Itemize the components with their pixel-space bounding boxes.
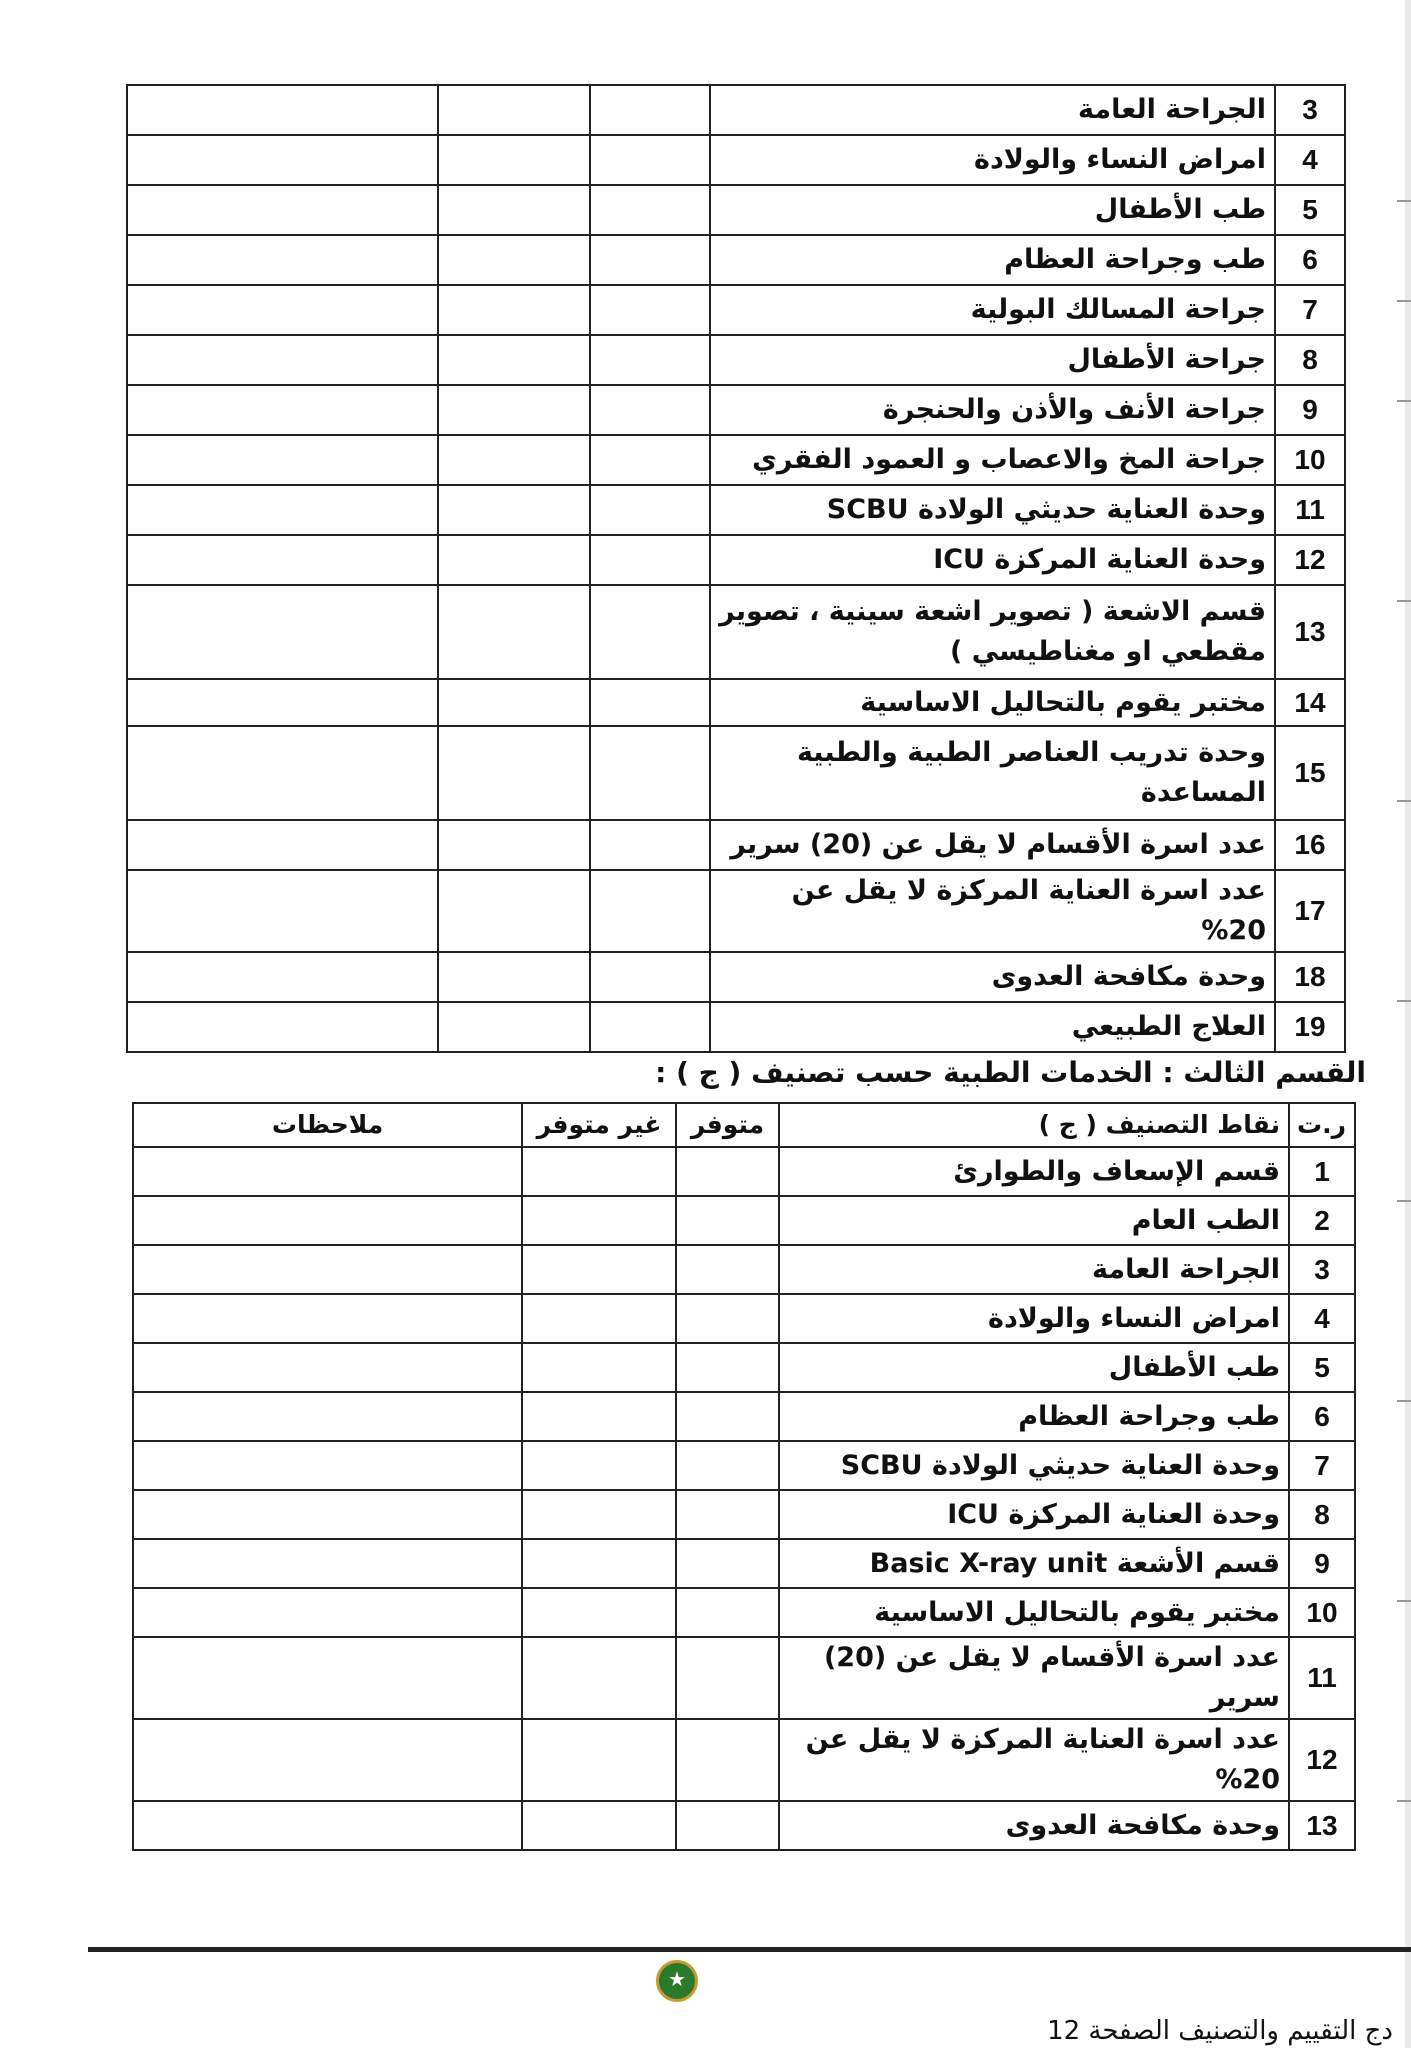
not-available-cell[interactable] (438, 952, 590, 1002)
not-available-cell[interactable] (438, 285, 590, 335)
row-criteria: طب الأطفال (710, 185, 1275, 235)
table-row (133, 1343, 1355, 1392)
row-criteria: عدد اسرة الأقسام لا يقل عن (20) سرير (779, 1637, 1289, 1719)
available-cell[interactable] (590, 679, 710, 726)
margin-tick (1397, 200, 1411, 202)
section-3-table (132, 1102, 1356, 1851)
not-available-cell[interactable] (438, 1002, 590, 1052)
row-number: 4 (1289, 1294, 1355, 1343)
row-criteria: قسم الإسعاف والطوارئ (779, 1147, 1289, 1196)
row-number: 12 (1289, 1719, 1355, 1801)
table-row (133, 1294, 1355, 1343)
available-cell[interactable] (590, 726, 710, 820)
notes-cell[interactable] (127, 870, 438, 952)
notes-cell[interactable] (133, 1147, 522, 1196)
available-cell[interactable] (590, 585, 710, 679)
available-cell[interactable] (676, 1441, 779, 1490)
footer-page-label: دج التقييم والتصنيف الصفحة 12 (1047, 2016, 1393, 2046)
row-criteria: الجراحة العامة (710, 85, 1275, 135)
table-row (127, 726, 1345, 820)
table-row (133, 1147, 1355, 1196)
row-criteria: امراض النساء والولادة (779, 1294, 1289, 1343)
not-available-cell[interactable] (438, 679, 590, 726)
notes-cell[interactable] (127, 485, 438, 535)
row-criteria: وحدة العناية المركزة ICU (779, 1490, 1289, 1539)
row-number: 15 (1275, 726, 1345, 820)
margin-tick (1397, 800, 1411, 802)
notes-cell[interactable] (127, 585, 438, 679)
notes-cell[interactable] (127, 385, 438, 435)
table-row (127, 585, 1345, 679)
not-available-cell[interactable] (438, 235, 590, 285)
notes-cell[interactable] (133, 1588, 522, 1637)
notes-cell[interactable] (133, 1441, 522, 1490)
table-row (133, 1490, 1355, 1539)
table-row (127, 535, 1345, 585)
available-cell[interactable] (676, 1719, 779, 1801)
notes-cell[interactable] (127, 1002, 438, 1052)
not-available-cell[interactable] (438, 185, 590, 235)
header-notes: ملاحظات (133, 1103, 522, 1147)
table-row (127, 335, 1345, 385)
section-3-title: القسم الثالث : الخدمات الطبية حسب تصنيف ( ج ) : (655, 1056, 1366, 1089)
margin-tick (1397, 300, 1411, 302)
row-number: 8 (1275, 335, 1345, 385)
upper-table-body (127, 85, 1345, 1052)
row-criteria: قسم الاشعة ( تصوير اشعة سينية ، تصوير مقطعي او مغناطيسي ) (710, 585, 1275, 679)
not-available-cell[interactable] (438, 385, 590, 435)
notes-cell[interactable] (127, 285, 438, 335)
available-cell[interactable] (676, 1588, 779, 1637)
table-row (133, 1719, 1355, 1801)
row-number: 5 (1275, 185, 1345, 235)
not-available-cell[interactable] (522, 1392, 676, 1441)
not-available-cell[interactable] (522, 1490, 676, 1539)
table-row (127, 485, 1345, 535)
available-cell[interactable] (676, 1196, 779, 1245)
row-criteria: وحدة العناية حديثي الولادة SCBU (779, 1441, 1289, 1490)
notes-cell[interactable] (133, 1196, 522, 1245)
row-number: 9 (1275, 385, 1345, 435)
not-available-cell[interactable] (438, 870, 590, 952)
margin-tick (1397, 1000, 1411, 1002)
row-criteria: طب وجراحة العظام (710, 235, 1275, 285)
available-cell[interactable] (676, 1147, 779, 1196)
row-criteria: جراحة الأطفال (710, 335, 1275, 385)
row-number: 1 (1289, 1147, 1355, 1196)
not-available-cell[interactable] (522, 1196, 676, 1245)
available-cell[interactable] (590, 235, 710, 285)
available-cell[interactable] (590, 335, 710, 385)
not-available-cell[interactable] (438, 85, 590, 135)
notes-cell[interactable] (133, 1637, 522, 1719)
upper-criteria-table (126, 84, 1346, 1053)
notes-cell[interactable] (127, 820, 438, 870)
row-criteria: وحدة مكافحة العدوى (779, 1801, 1289, 1850)
row-number: 8 (1289, 1490, 1355, 1539)
not-available-cell[interactable] (522, 1588, 676, 1637)
not-available-cell[interactable] (438, 485, 590, 535)
table-row (127, 385, 1345, 435)
row-number: 5 (1289, 1343, 1355, 1392)
row-criteria: طب وجراحة العظام (779, 1392, 1289, 1441)
notes-cell[interactable] (133, 1490, 522, 1539)
notes-cell[interactable] (133, 1801, 522, 1850)
available-cell[interactable] (676, 1294, 779, 1343)
table-row (127, 820, 1345, 870)
row-number: 7 (1289, 1441, 1355, 1490)
row-number: 10 (1289, 1588, 1355, 1637)
footer-rule (88, 1947, 1411, 1952)
available-cell[interactable] (590, 535, 710, 585)
row-number: 6 (1289, 1392, 1355, 1441)
row-number: 16 (1275, 820, 1345, 870)
header-criteria: نقاط التصنيف ( ج ) (779, 1103, 1289, 1147)
row-number: 19 (1275, 1002, 1345, 1052)
row-criteria: مختبر يقوم بالتحاليل الاساسية (710, 679, 1275, 726)
notes-cell[interactable] (133, 1343, 522, 1392)
notes-cell[interactable] (127, 85, 438, 135)
notes-cell[interactable] (127, 535, 438, 585)
notes-cell[interactable] (133, 1719, 522, 1801)
notes-cell[interactable] (127, 185, 438, 235)
header-serial: ر.ت (1289, 1103, 1355, 1147)
not-available-cell[interactable] (522, 1637, 676, 1719)
margin-tick (1397, 400, 1411, 402)
row-criteria: الجراحة العامة (779, 1245, 1289, 1294)
available-cell[interactable] (676, 1539, 779, 1588)
notes-cell[interactable] (133, 1539, 522, 1588)
not-available-cell[interactable] (438, 535, 590, 585)
margin-tick (1397, 1600, 1411, 1602)
row-criteria: جراحة الأنف والأذن والحنجرة (710, 385, 1275, 435)
notes-cell[interactable] (133, 1245, 522, 1294)
table-row (133, 1392, 1355, 1441)
table-row (127, 85, 1345, 135)
row-number: 3 (1289, 1245, 1355, 1294)
table-row (127, 952, 1345, 1002)
table-row (133, 1637, 1355, 1719)
not-available-cell[interactable] (522, 1343, 676, 1392)
row-number: 9 (1289, 1539, 1355, 1588)
available-cell[interactable] (590, 870, 710, 952)
not-available-cell[interactable] (522, 1245, 676, 1294)
row-number: 3 (1275, 85, 1345, 135)
table-row (133, 1245, 1355, 1294)
available-cell[interactable] (590, 485, 710, 535)
section-3-table-body (133, 1147, 1355, 1850)
row-number: 13 (1275, 585, 1345, 679)
available-cell[interactable] (590, 185, 710, 235)
not-available-cell[interactable] (438, 585, 590, 679)
margin-tick (1397, 600, 1411, 602)
not-available-cell[interactable] (438, 820, 590, 870)
margin-tick (1397, 1200, 1411, 1202)
row-number: 14 (1275, 679, 1345, 726)
margin-tick (1397, 1800, 1411, 1802)
row-criteria: وحدة العناية المركزة ICU (710, 535, 1275, 585)
row-criteria: عدد اسرة العناية المركزة لا يقل عن 20% (779, 1719, 1289, 1801)
notes-cell[interactable] (133, 1294, 522, 1343)
section-3-header-row (133, 1103, 1355, 1147)
row-criteria: وحدة مكافحة العدوى (710, 952, 1275, 1002)
table-row (133, 1801, 1355, 1850)
row-number: 13 (1289, 1801, 1355, 1850)
notes-cell[interactable] (127, 135, 438, 185)
available-cell[interactable] (676, 1490, 779, 1539)
available-cell[interactable] (676, 1801, 779, 1850)
not-available-cell[interactable] (522, 1147, 676, 1196)
row-number: 12 (1275, 535, 1345, 585)
table-row (133, 1588, 1355, 1637)
available-cell[interactable] (676, 1392, 779, 1441)
available-cell[interactable] (676, 1245, 779, 1294)
table-row (133, 1196, 1355, 1245)
table-row (133, 1441, 1355, 1490)
row-number: 17 (1275, 870, 1345, 952)
not-available-cell[interactable] (522, 1801, 676, 1850)
available-cell[interactable] (590, 1002, 710, 1052)
row-number: 4 (1275, 135, 1345, 185)
row-criteria: قسم الأشعة Basic X-ray unit (779, 1539, 1289, 1588)
not-available-cell[interactable] (438, 335, 590, 385)
header-available: متوفر (676, 1103, 779, 1147)
page-edge (1405, 0, 1411, 2048)
header-not-available: غير متوفر (522, 1103, 676, 1147)
notes-cell[interactable] (133, 1392, 522, 1441)
not-available-cell[interactable] (522, 1294, 676, 1343)
not-available-cell[interactable] (438, 726, 590, 820)
margin-tick (1397, 1400, 1411, 1402)
row-criteria: الطب العام (779, 1196, 1289, 1245)
notes-cell[interactable] (127, 726, 438, 820)
row-number: 11 (1289, 1637, 1355, 1719)
row-criteria: عدد اسرة الأقسام لا يقل عن (20) سرير (710, 820, 1275, 870)
row-criteria: مختبر يقوم بالتحاليل الاساسية (779, 1588, 1289, 1637)
available-cell[interactable] (676, 1637, 779, 1719)
row-criteria: جراحة المسالك البولية (710, 285, 1275, 335)
row-criteria: عدد اسرة العناية المركزة لا يقل عن 20% (710, 870, 1275, 952)
notes-cell[interactable] (127, 679, 438, 726)
row-number: 6 (1275, 235, 1345, 285)
table-row (127, 135, 1345, 185)
table-row (127, 1002, 1345, 1052)
available-cell[interactable] (590, 85, 710, 135)
row-criteria: طب الأطفال (779, 1343, 1289, 1392)
table-row (127, 870, 1345, 952)
table-row (127, 185, 1345, 235)
row-number: 2 (1289, 1196, 1355, 1245)
libya-emblem-icon: ★ (656, 1960, 698, 2002)
row-number: 11 (1275, 485, 1345, 535)
not-available-cell[interactable] (522, 1719, 676, 1801)
available-cell[interactable] (676, 1343, 779, 1392)
row-criteria: جراحة المخ والاعصاب و العمود الفقري (710, 435, 1275, 485)
table-row (127, 435, 1345, 485)
row-criteria: امراض النساء والولادة (710, 135, 1275, 185)
row-criteria: العلاج الطبيعي (710, 1002, 1275, 1052)
table-row (133, 1539, 1355, 1588)
not-available-cell[interactable] (438, 435, 590, 485)
available-cell[interactable] (590, 952, 710, 1002)
not-available-cell[interactable] (522, 1539, 676, 1588)
available-cell[interactable] (590, 285, 710, 335)
available-cell[interactable] (590, 435, 710, 485)
row-criteria: وحدة تدريب العناصر الطبية والطبية المساعدة (710, 726, 1275, 820)
not-available-cell[interactable] (522, 1441, 676, 1490)
available-cell[interactable] (590, 385, 710, 435)
row-number: 10 (1275, 435, 1345, 485)
table-row (127, 679, 1345, 726)
table-row (127, 235, 1345, 285)
table-row (127, 285, 1345, 335)
notes-cell[interactable] (127, 235, 438, 285)
notes-cell[interactable] (127, 952, 438, 1002)
notes-cell[interactable] (127, 435, 438, 485)
not-available-cell[interactable] (438, 135, 590, 185)
row-number: 7 (1275, 285, 1345, 335)
row-criteria: وحدة العناية حديثي الولادة SCBU (710, 485, 1275, 535)
available-cell[interactable] (590, 820, 710, 870)
available-cell[interactable] (590, 135, 710, 185)
row-number: 18 (1275, 952, 1345, 1002)
notes-cell[interactable] (127, 335, 438, 385)
